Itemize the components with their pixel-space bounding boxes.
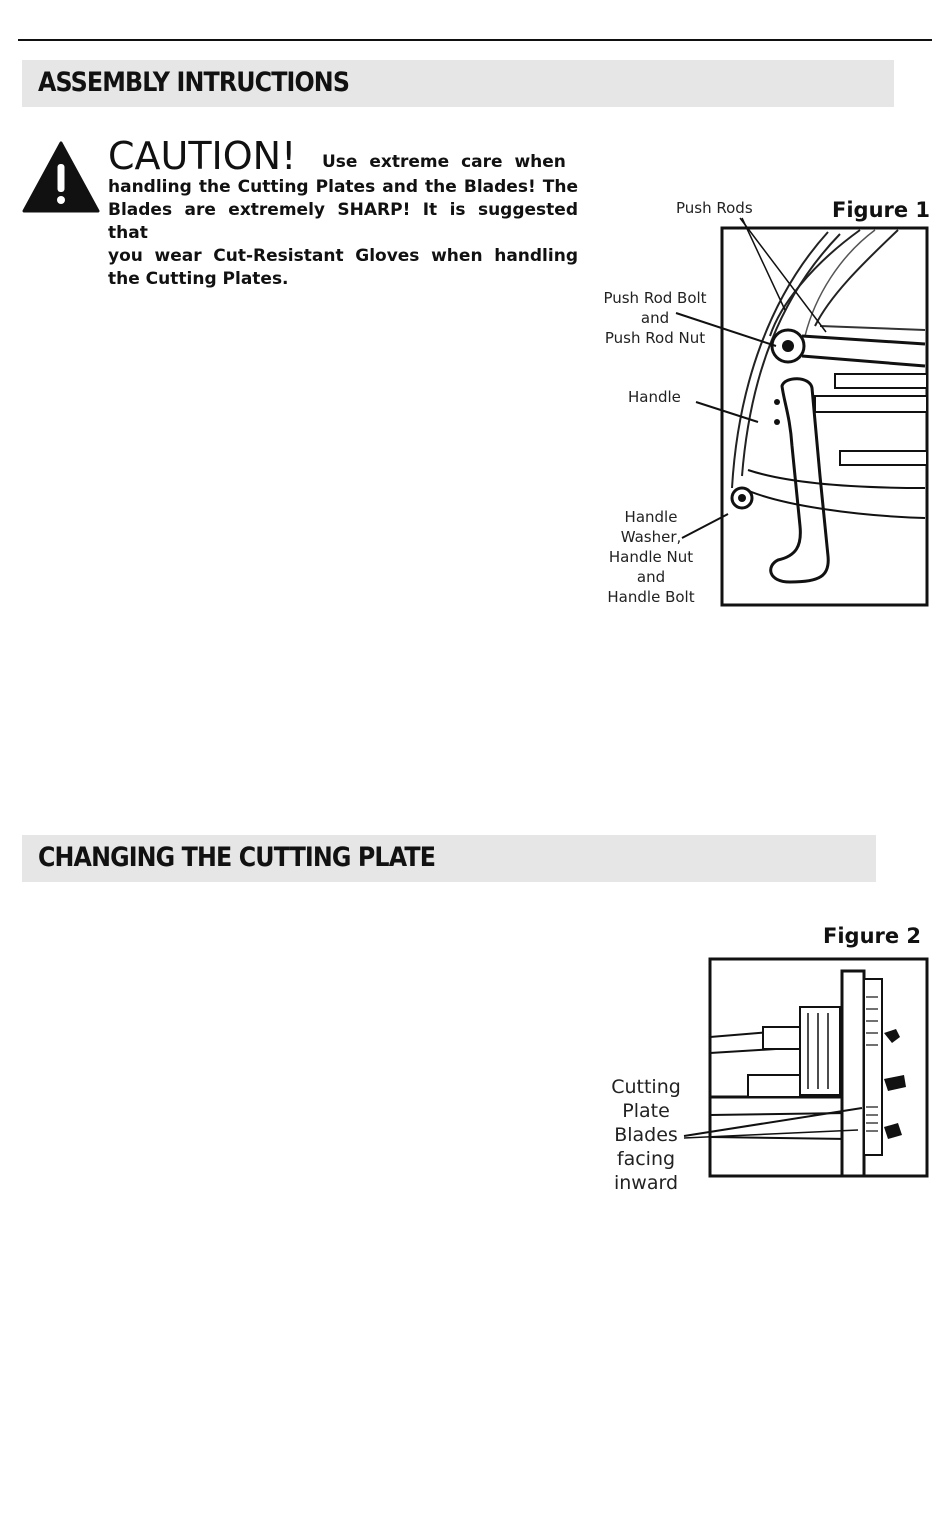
- callout-line: Handle Bolt: [607, 588, 695, 606]
- callout-push-rods: Push Rods: [676, 199, 753, 217]
- figure-1-leaders: [590, 200, 840, 540]
- section-title-assembly: ASSEMBLY INTRUCTIONS: [38, 67, 350, 98]
- callout-line: Washer,: [620, 528, 682, 546]
- callout-line: inward: [613, 1172, 679, 1194]
- callout-handle: Handle: [628, 388, 681, 406]
- section-header-changing: [22, 835, 876, 882]
- callout-line: Handle: [624, 508, 678, 526]
- callout-line: Push Rod Bolt: [603, 289, 707, 307]
- callout-push-rod-bolt: [595, 288, 715, 348]
- caution-title: CAUTION!: [108, 134, 297, 178]
- caution-line: the Cutting Plates.: [108, 269, 289, 289]
- warning-triangle-icon: [22, 140, 100, 214]
- callout-line: Push Rod Nut: [604, 329, 706, 347]
- callout-line: and: [636, 568, 666, 586]
- callout-line: Plate: [622, 1100, 670, 1122]
- callout-line: and: [640, 309, 670, 327]
- figure-2-leaders: [680, 1100, 880, 1150]
- callout-line: Blades: [614, 1124, 678, 1146]
- caution-block: [108, 136, 578, 291]
- top-rule: [18, 39, 932, 41]
- figure-1-label: Figure 1: [832, 198, 931, 222]
- caution-line: you wear Cut-Resistant Gloves when handling: [108, 246, 578, 266]
- callout-line: facing: [616, 1148, 676, 1170]
- section-title-changing: CHANGING THE CUTTING PLATE: [38, 842, 436, 873]
- callout-line: Handle Nut: [608, 548, 694, 566]
- callout-cutting-plate: [596, 1075, 696, 1195]
- callout-handle-washer: [595, 507, 707, 607]
- caution-line: handling the Cutting Plates and the Blades! The: [108, 177, 578, 197]
- section-header-assembly: [22, 60, 894, 107]
- caution-body: [108, 176, 578, 291]
- figure-2-label: Figure 2: [823, 924, 922, 948]
- callout-line: Cutting: [611, 1076, 681, 1098]
- caution-line: Blades are extremely SHARP! It is suggested that: [108, 200, 578, 243]
- caution-lead: Use extreme care when: [322, 152, 566, 172]
